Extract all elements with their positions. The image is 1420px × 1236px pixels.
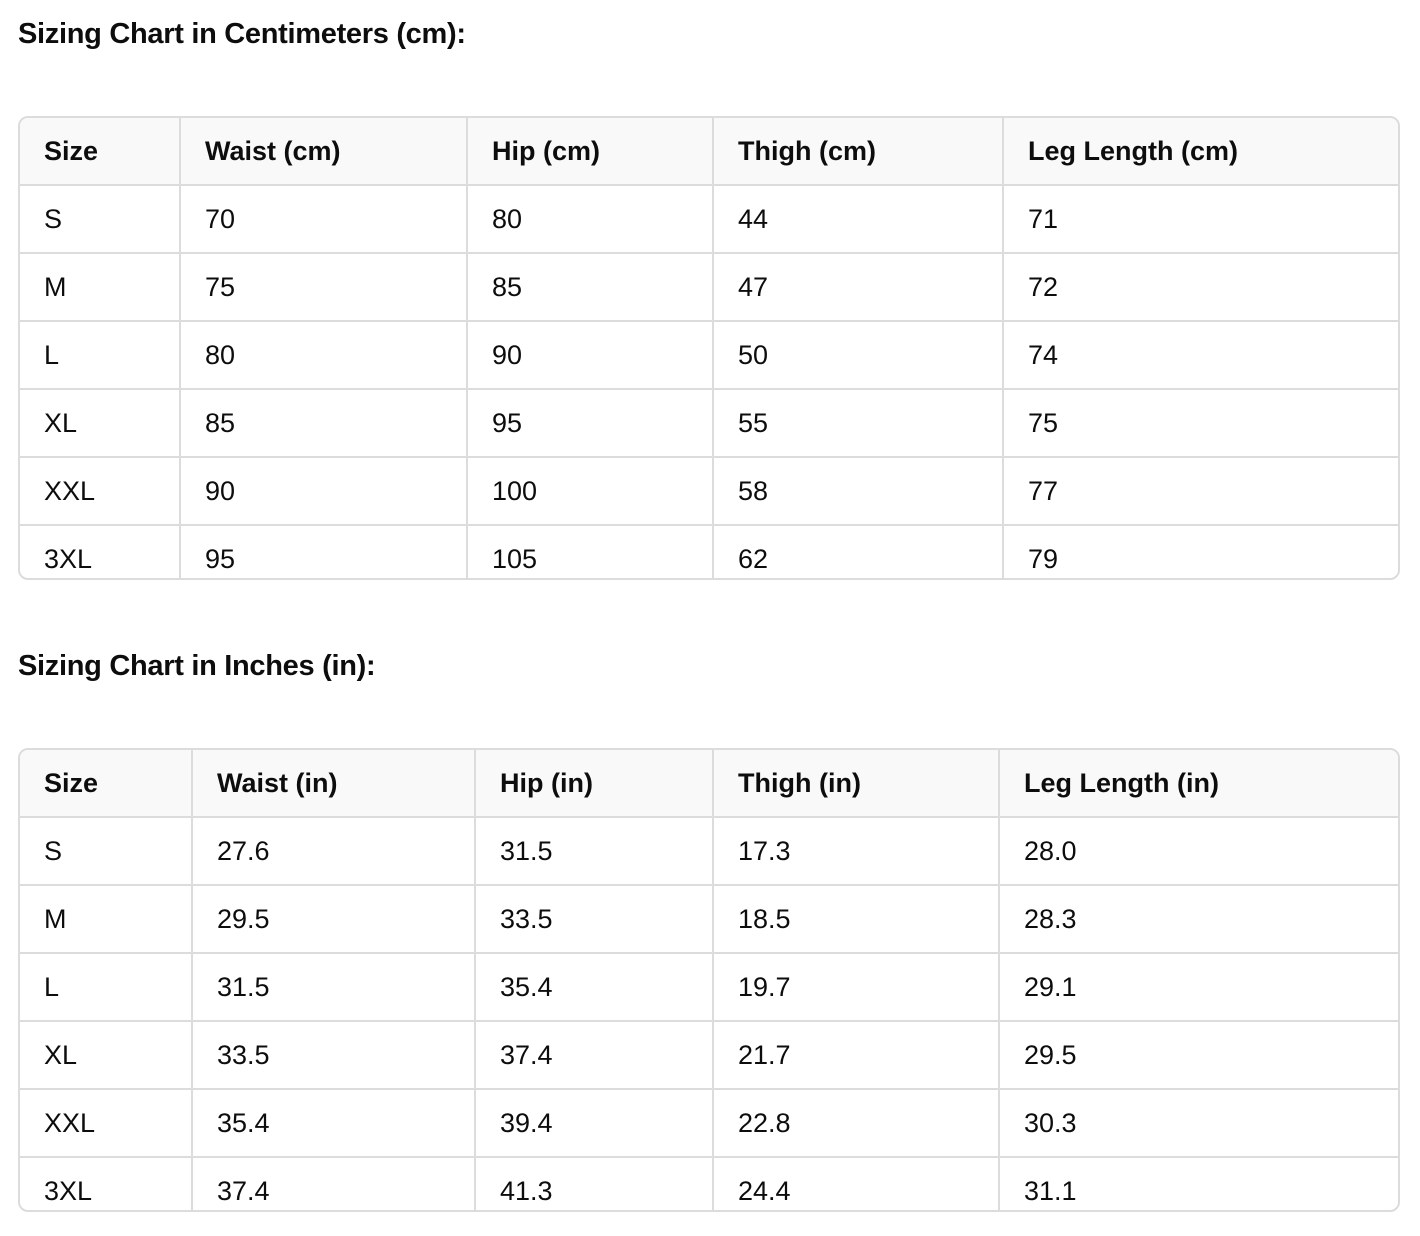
table-cell: XL — [20, 389, 180, 457]
table-cell: M — [20, 253, 180, 321]
table-row — [20, 885, 1398, 953]
table-cell: L — [20, 953, 192, 1021]
column-header: Hip (in) — [475, 750, 713, 817]
table-cell: 90 — [467, 321, 713, 389]
table-cell: 17.3 — [713, 817, 999, 885]
table-header-row — [20, 118, 1398, 185]
table-cell: S — [20, 185, 180, 253]
table-cell: 79 — [1028, 543, 1059, 574]
table-cell: 75 — [1003, 389, 1398, 457]
table-row — [20, 321, 1398, 389]
column-header: Leg Length (cm) — [1003, 118, 1398, 185]
table-cell: 3XL — [20, 525, 180, 580]
cm-chart-title: Sizing Chart in Centimeters (cm): — [18, 18, 466, 50]
table-cell: XL — [20, 1021, 192, 1089]
table-cell: 62 — [713, 525, 1003, 580]
table-cell: 85 — [467, 253, 713, 321]
cm-sizing-table — [20, 118, 1398, 580]
table-cell: 33.5 — [192, 1021, 475, 1089]
inch-sizing-table-container — [18, 748, 1400, 1212]
table-cell: 29.5 — [192, 885, 475, 953]
table-cell: 41.3 — [475, 1157, 713, 1212]
table-cell: 18.5 — [713, 885, 999, 953]
table-cell: 74 — [1003, 321, 1398, 389]
table-cell: 44 — [713, 185, 1003, 253]
table-cell: 31.5 — [475, 817, 713, 885]
table-cell: 27.6 — [192, 817, 475, 885]
table-row — [20, 525, 1398, 580]
column-header: Leg Length (in) — [999, 750, 1398, 817]
table-cell: 95 — [180, 525, 467, 580]
table-cell: 31.5 — [192, 953, 475, 1021]
table-cell: 80 — [467, 185, 713, 253]
column-header: Waist (cm) — [180, 118, 467, 185]
table-cell: 31.1 — [1024, 1175, 1077, 1206]
table-cell: 24.4 — [713, 1157, 999, 1212]
table-row — [20, 1157, 1398, 1212]
column-header: Size — [20, 750, 192, 817]
table-cell: 85 — [180, 389, 467, 457]
table-cell: 37.4 — [475, 1021, 713, 1089]
table-cell: M — [20, 885, 192, 953]
column-header: Waist (in) — [192, 750, 475, 817]
table-row — [20, 1089, 1398, 1157]
table-row — [20, 1021, 1398, 1089]
table-cell: S — [20, 817, 192, 885]
table-row — [20, 253, 1398, 321]
table-cell: 77 — [1003, 457, 1398, 525]
table-cell: 58 — [713, 457, 1003, 525]
table-cell: 75 — [180, 253, 467, 321]
table-cell: 3XL — [20, 1157, 192, 1212]
table-row — [20, 817, 1398, 885]
table-cell: XXL — [20, 1089, 192, 1157]
table-cell: 35.4 — [192, 1089, 475, 1157]
table-cell: 90 — [180, 457, 467, 525]
table-cell: 22.8 — [713, 1089, 999, 1157]
table-cell: L — [20, 321, 180, 389]
table-cell: 50 — [713, 321, 1003, 389]
table-cell: 19.7 — [713, 953, 999, 1021]
table-row — [20, 457, 1398, 525]
table-cell: 33.5 — [475, 885, 713, 953]
table-cell: 72 — [1003, 253, 1398, 321]
inch-chart-title: Sizing Chart in Inches (in): — [18, 650, 376, 682]
column-header: Size — [20, 118, 180, 185]
table-header-row — [20, 750, 1398, 817]
table-cell: 30.3 — [999, 1089, 1398, 1157]
table-cell: 47 — [713, 253, 1003, 321]
table-cell: 55 — [713, 389, 1003, 457]
table-cell: 29.1 — [999, 953, 1398, 1021]
table-cell: 105 — [467, 525, 713, 580]
table-cell: 71 — [1003, 185, 1398, 253]
table-cell: 35.4 — [475, 953, 713, 1021]
table-cell: 39.4 — [475, 1089, 713, 1157]
table-cell: 28.3 — [999, 885, 1398, 953]
column-header: Thigh (cm) — [713, 118, 1003, 185]
table-cell: XXL — [20, 457, 180, 525]
table-row — [20, 953, 1398, 1021]
table-row — [20, 389, 1398, 457]
column-header: Thigh (in) — [713, 750, 999, 817]
table-cell: 70 — [180, 185, 467, 253]
table-row — [20, 185, 1398, 253]
table-cell: 80 — [180, 321, 467, 389]
inch-sizing-table — [20, 750, 1398, 1212]
cm-sizing-table-container — [18, 116, 1400, 580]
table-cell: 37.4 — [192, 1157, 475, 1212]
column-header: Hip (cm) — [467, 118, 713, 185]
table-cell: 21.7 — [713, 1021, 999, 1089]
table-cell: 100 — [467, 457, 713, 525]
table-cell: 95 — [467, 389, 713, 457]
table-cell: 28.0 — [999, 817, 1398, 885]
table-cell: 29.5 — [999, 1021, 1398, 1089]
